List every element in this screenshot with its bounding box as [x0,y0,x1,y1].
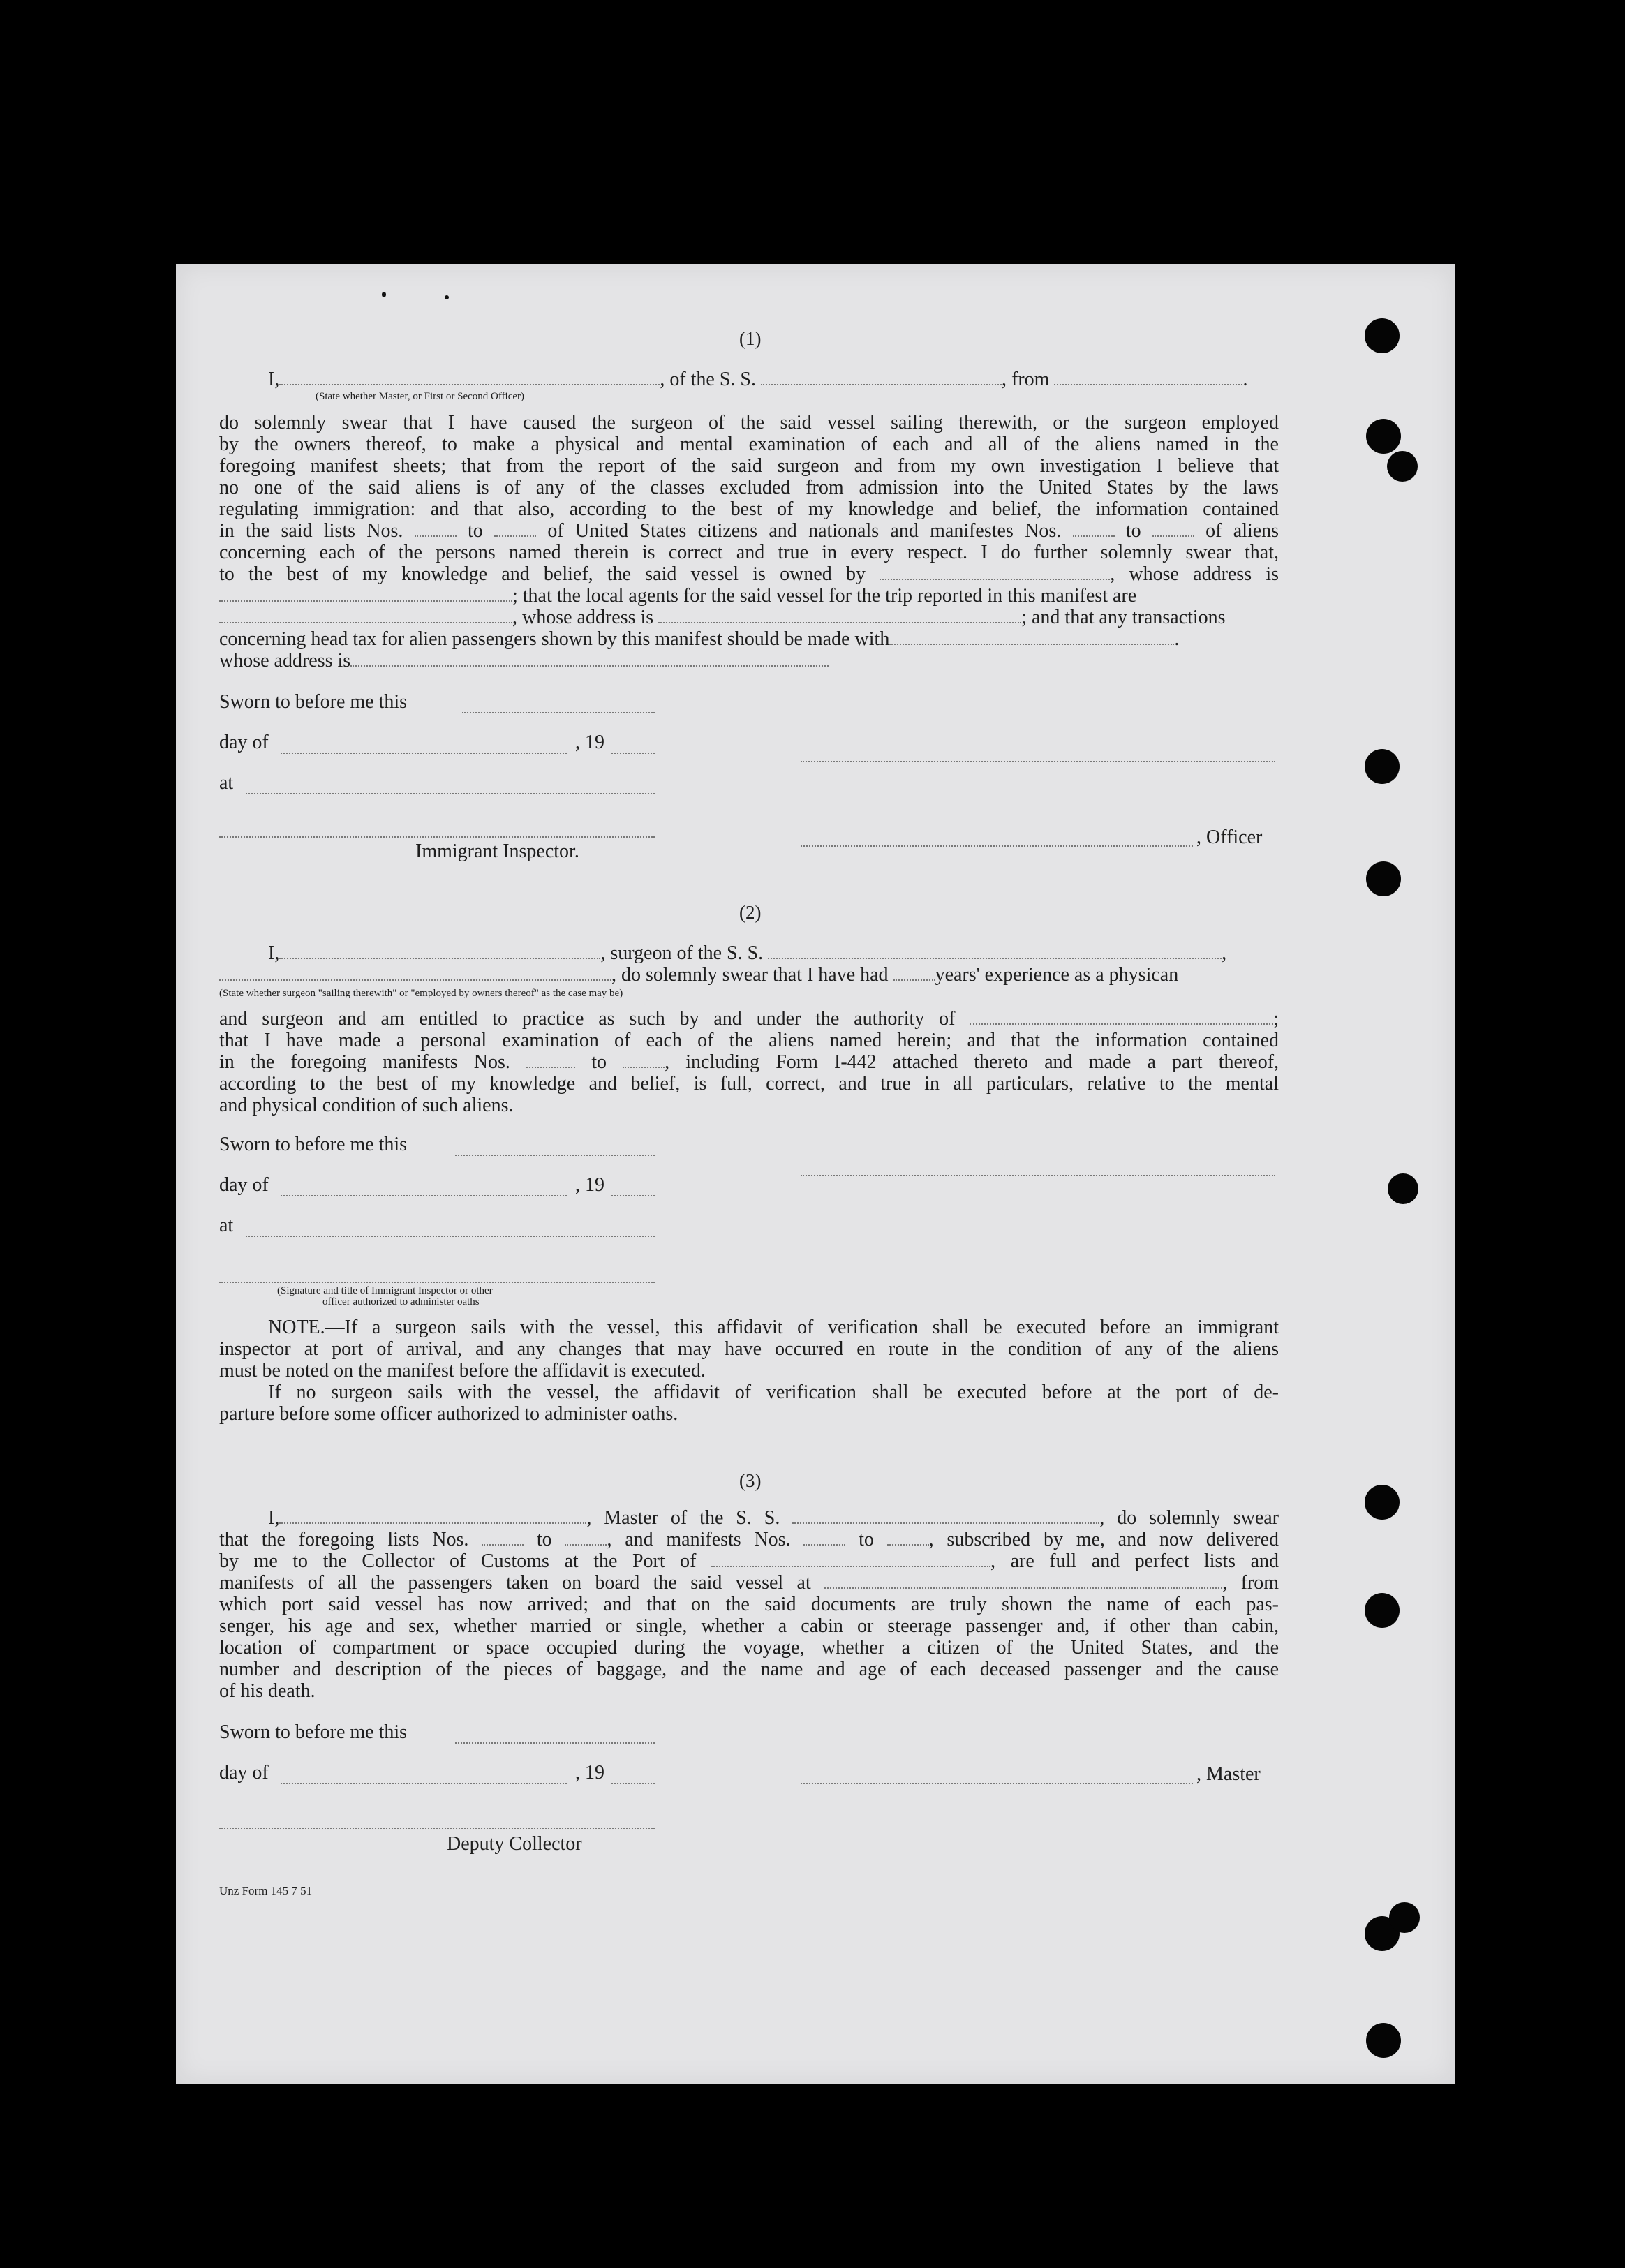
s1-day-field[interactable] [281,753,567,754]
s3-master-label: , Master [1196,1763,1261,1785]
s1-year-label: , 19 [575,732,604,753]
s3-sworn-label: Sworn to before me this [219,1721,408,1743]
s1-line-8: concerning each of the persons named therein is correct and true in every respect. I do further solemnly swear that, [219,542,1279,563]
s1-line-1: I, , of the S. S. , from . [268,369,1248,390]
note-line: parture before some officer authorized to administer oaths. [219,1403,678,1425]
s3-year-field[interactable] [611,1783,655,1784]
surgeon-status-field[interactable] [219,979,611,981]
s2-line-2: , do solemnly swear that I have had years' experience as a physican [219,964,1178,986]
s3-sworn-field[interactable] [455,1742,655,1744]
years-experience-field[interactable] [893,979,935,981]
manifest-no-from-field[interactable] [1073,535,1115,537]
note-line: must be noted on the manifest before the affidavit is executed. [219,1360,706,1381]
s1-at-field[interactable] [246,793,655,794]
s1-master-signature-field[interactable] [801,761,1275,762]
s1-dayof-label: day of [219,732,269,753]
s2-signature-note-1: (Signature and title of Immigrant Inspector or other [277,1285,493,1296]
port-from-field[interactable] [1054,383,1242,385]
s2-ship-name-field[interactable] [768,957,1222,959]
s2-line-7: and physical condition of such aliens. [219,1095,514,1116]
s2-year-label: , 19 [575,1174,604,1196]
s3-body-line: which port said vessel has now arrived; and that on the said documents are truly shown the name of each pas- [219,1594,1279,1615]
section-2-number: (2) [739,902,762,923]
s1-line-13: whose address is [219,650,829,672]
s3-body-line: senger, his age and sex, whether married or single, whether a cabin or steerage passenger and, if other than cabin, [219,1615,1279,1637]
s1-sworn-label: Sworn to before me this [219,691,408,713]
customs-port-field[interactable] [711,1565,990,1567]
s2-line-5: in the foregoing manifests Nos. to , including Form I-442 attached thereto and made a part thereof, [219,1051,1279,1073]
list-no-to-field[interactable] [494,535,536,537]
s1-line-10: ; that the local agents for the said vessel for the trip reported in this manifest are [219,585,1136,607]
s2-at-field[interactable] [246,1236,655,1237]
s3-body-line: location of compartment or space occupied during the voyage, whether a citizen of the United States, and the [219,1637,1279,1659]
section-1-number: (1) [739,328,762,349]
s2-line-4: that I have made a personal examination of each of the aliens named herein; and that the information contained [219,1030,1279,1051]
s1-body-line: no one of the said aliens is of any of the classes excluded from admission into the United States by the laws [219,477,1279,498]
s3-year-label: , 19 [575,1762,604,1784]
s2-inspector-signature-field[interactable] [219,1282,655,1283]
s2-day-field[interactable] [281,1195,567,1196]
s2-manifest-to-field[interactable] [623,1066,665,1068]
s3-body-line: number and description of the pieces of baggage, and the name and age of each deceased passenger and the cause [219,1659,1279,1680]
s1-inspector-signature-field[interactable] [219,836,655,838]
s1-body-line: foregoing manifest sheets; that from the report of the said surgeon and from my own investigation I believe that [219,455,1279,477]
note-line: inspector at port of arrival, and any changes that may have occurred en route in the condition of any of the aliens [219,1338,1279,1360]
punch-hole [1365,1593,1400,1628]
s3-deputy-label: Deputy Collector [447,1833,582,1855]
s3-line-3: by me to the Collector of Customs at the Port of , are full and perfect lists and [219,1550,1279,1572]
s3-line-4: manifests of all the passengers taken on board the said vessel at , from [219,1572,1279,1594]
owner-field[interactable] [880,578,1110,580]
punch-hole [1365,1485,1400,1520]
s1-at-label: at [219,772,234,794]
s1-officer-signature-field[interactable] [801,845,1193,847]
s1-sworn-field[interactable] [462,712,655,713]
s2-signature-note-2: officer authorized to administer oaths [322,1296,480,1307]
s3-master-name-field[interactable] [279,1522,586,1524]
form-page [176,264,1455,2084]
s1-body-line: regulating immigration: and that also, according to the best of my knowledge and belief, the information contained [219,498,1279,520]
agents-address-field[interactable] [658,621,1021,623]
s3-manifest-from-field[interactable] [803,1543,845,1546]
s1-line-7: in the said lists Nos. to of United States citizens and nationals and manifestes Nos. to of aliens [219,520,1279,542]
s3-master-signature-field[interactable] [801,1783,1193,1784]
s3-manifest-to-field[interactable] [887,1543,929,1546]
punch-hole [1366,2023,1401,2058]
s3-last-line: of his death. [219,1680,316,1702]
note-line: NOTE.—If a surgeon sails with the vessel, this affidavit of verification shall be executed before an immigrant [268,1317,1279,1338]
head-tax-party-field[interactable] [889,643,1174,645]
ink-speck [445,295,449,299]
s3-line-1: I, , Master of the S. S. , do solemnly swear [268,1507,1279,1529]
punch-hole [1365,318,1400,353]
agents-field[interactable] [219,621,512,623]
section-3-number: (3) [739,1470,762,1491]
note-line: If no surgeon sails with the vessel, the affidavit of verification shall be executed before at the port of de- [268,1381,1279,1403]
embark-port-field[interactable] [824,1587,1222,1589]
s1-year-field[interactable] [611,753,655,754]
s2-sworn-field[interactable] [455,1155,655,1156]
s1-body-line: do solemnly swear that I have caused the surgeon of the said vessel sailing therewith, or the surgeon employed [219,412,1279,433]
s1-inspector-label: Immigrant Inspector. [415,840,579,862]
s1-body-line: by the owners thereof, to make a physical and mental examination of each and all of the aliens named in the [219,433,1279,455]
punch-hole [1366,419,1401,454]
s2-surgeon-note: (State whether surgeon "sailing therewith" or "employed by owners thereof" as the case may be) [219,988,623,999]
punch-hole [1389,1902,1420,1933]
punch-hole [1366,861,1401,896]
s3-list-from-field[interactable] [482,1543,524,1546]
master-name-field[interactable] [279,383,660,385]
s2-line-6: according to the best of my knowledge and belief, is full, correct, and true in all particulars, relative to the mental [219,1073,1279,1095]
punch-hole [1365,749,1400,784]
authority-field[interactable] [970,1023,1273,1025]
s1-officer-label: , Officer [1196,827,1263,848]
s3-list-to-field[interactable] [565,1543,607,1546]
punch-hole [1387,451,1418,482]
surgeon-name-field[interactable] [279,957,600,959]
s3-day-field[interactable] [281,1783,567,1784]
s3-line-2: that the foregoing lists Nos. to , and manifests Nos. to , subscribed by me, and now delivered [219,1529,1279,1550]
s2-surgeon-signature-field[interactable] [801,1175,1275,1176]
s2-at-label: at [219,1215,234,1236]
s1-officer-note: (State whether Master, or First or Second Officer) [316,391,525,402]
s3-deputy-signature-field[interactable] [219,1828,655,1829]
s2-line-1: I, , surgeon of the S. S. , [268,942,1227,964]
manifest-no-to-field[interactable] [1152,535,1194,537]
ink-speck [382,292,386,297]
s3-ship-name-field[interactable] [792,1522,1099,1524]
s2-manifest-from-field[interactable] [526,1066,575,1068]
ship-name-field[interactable] [761,383,1002,385]
head-tax-address-field[interactable] [350,665,829,667]
s2-year-field[interactable] [611,1195,655,1196]
s2-line-3: and surgeon and am entitled to practice as such by and under the authority of ; [219,1008,1279,1030]
punch-hole [1388,1173,1418,1204]
s1-line-9: to the best of my knowledge and belief, the said vessel is owned by , whose address is [219,563,1279,585]
form-code: Unz Form 145 7 51 [219,1884,313,1897]
s2-sworn-label: Sworn to before me this [219,1134,408,1155]
s1-line-12: concerning head tax for alien passengers shown by this manifest should be made with . [219,628,1180,650]
s1-line-11: , whose address is ; and that any transactions [219,607,1226,628]
list-no-from-field[interactable] [415,535,457,537]
s2-dayof-label: day of [219,1174,269,1196]
s3-dayof-label: day of [219,1762,269,1784]
owner-address-field[interactable] [219,600,512,602]
